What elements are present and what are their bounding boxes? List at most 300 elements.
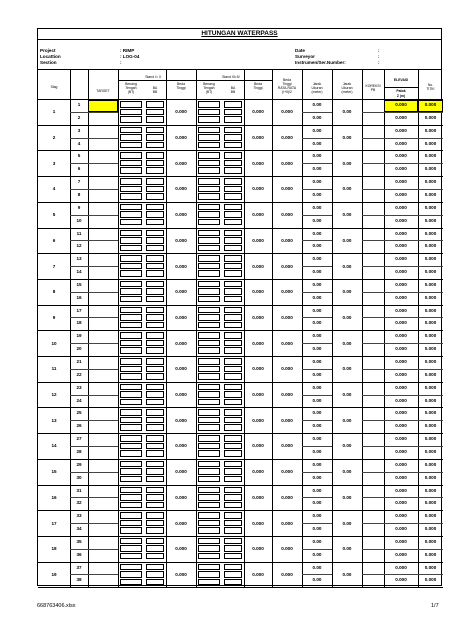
reading-input[interactable] <box>146 409 164 416</box>
reading-input[interactable] <box>198 553 220 560</box>
reading-input[interactable] <box>198 476 220 483</box>
reading-input[interactable] <box>146 366 164 373</box>
jarak-value: 0.00 <box>312 436 322 442</box>
reading-input[interactable] <box>224 520 242 527</box>
reading-input[interactable] <box>198 373 220 380</box>
reading-input[interactable] <box>198 487 220 494</box>
reading-input[interactable] <box>198 384 220 391</box>
target-input-highlighted[interactable] <box>88 100 118 112</box>
slag-number: 18 <box>51 546 57 552</box>
elevasi-divider <box>384 87 418 88</box>
reading-input[interactable] <box>146 263 164 270</box>
reading-input[interactable] <box>224 101 242 108</box>
reading-input[interactable] <box>224 545 242 552</box>
reading-input[interactable] <box>224 134 242 141</box>
reading-input[interactable] <box>224 502 242 509</box>
subrow-divider <box>362 163 443 164</box>
reading-input[interactable] <box>146 193 164 200</box>
reading-input[interactable] <box>146 450 164 457</box>
reading-input[interactable] <box>224 512 242 519</box>
reading-input[interactable] <box>146 160 164 167</box>
reading-input[interactable] <box>224 109 242 116</box>
reading-input[interactable] <box>146 494 164 501</box>
reading-input[interactable] <box>224 340 242 347</box>
reading-input[interactable] <box>120 450 142 457</box>
reading-input[interactable] <box>120 193 142 200</box>
reading-input[interactable] <box>224 494 242 501</box>
reading-input[interactable] <box>146 167 164 174</box>
subrow-divider <box>70 574 118 575</box>
reading-input[interactable] <box>224 358 242 365</box>
reading-input[interactable] <box>198 245 220 252</box>
reading-input[interactable] <box>146 476 164 483</box>
reading-input[interactable] <box>224 204 242 211</box>
reading-input[interactable] <box>224 461 242 468</box>
reading-input[interactable] <box>120 178 142 185</box>
reading-input[interactable] <box>198 527 220 534</box>
reading-input[interactable] <box>120 468 142 475</box>
reading-input[interactable] <box>198 186 220 193</box>
reading-input[interactable] <box>198 545 220 552</box>
no-titik-value: 0.000 <box>424 538 437 544</box>
reading-input[interactable] <box>120 512 142 519</box>
no-titik-value: 0.000 <box>424 436 437 442</box>
reading-input[interactable] <box>120 134 142 141</box>
reading-input[interactable] <box>198 322 220 329</box>
reading-input[interactable] <box>198 142 220 149</box>
no-titik-value: 0.000 <box>424 243 437 249</box>
reading-input[interactable] <box>146 468 164 475</box>
reading-input[interactable] <box>120 332 142 339</box>
reading-input[interactable] <box>120 553 142 560</box>
reading-input[interactable] <box>120 322 142 329</box>
reading-input[interactable] <box>198 468 220 475</box>
reading-input[interactable] <box>146 424 164 431</box>
reading-input[interactable] <box>146 545 164 552</box>
reading-input[interactable] <box>146 178 164 185</box>
reading-input[interactable] <box>120 358 142 365</box>
reading-input[interactable] <box>146 461 164 468</box>
reading-input[interactable] <box>198 193 220 200</box>
reading-input[interactable] <box>198 307 220 314</box>
reading-input[interactable] <box>120 219 142 226</box>
reading-input[interactable] <box>120 476 142 483</box>
beda-tinggi-2: 0.000 <box>252 289 264 295</box>
reading-input[interactable] <box>120 245 142 252</box>
subrow-divider <box>362 574 443 575</box>
reading-input[interactable] <box>120 160 142 167</box>
reading-input[interactable] <box>224 399 242 406</box>
reading-input[interactable] <box>120 417 142 424</box>
reading-input[interactable] <box>224 538 242 545</box>
reading-input[interactable] <box>224 424 242 431</box>
reading-input[interactable] <box>198 288 220 295</box>
jarak-value: 0.00 <box>312 243 322 249</box>
reading-input[interactable] <box>120 237 142 244</box>
surveyor-label: Surveyor <box>295 54 315 59</box>
beda-tinggi-2: 0.000 <box>252 109 264 115</box>
reading-input[interactable] <box>198 116 220 123</box>
reading-input[interactable] <box>120 564 142 571</box>
beda-tinggi-1: 0.000 <box>175 494 187 500</box>
point-number: 20 <box>76 346 82 352</box>
no-titik-value: 0.000 <box>424 384 437 390</box>
reading-input[interactable] <box>198 109 220 116</box>
reading-input[interactable] <box>120 347 142 354</box>
reading-input[interactable] <box>224 332 242 339</box>
subrow-divider <box>362 343 443 344</box>
reading-input[interactable] <box>224 391 242 398</box>
reading-input[interactable] <box>224 564 242 571</box>
reading-input[interactable] <box>120 116 142 123</box>
subrow-divider <box>70 215 118 216</box>
reading-input[interactable] <box>224 579 242 586</box>
reading-input[interactable] <box>198 443 220 450</box>
elevasi-value: 0.000 <box>395 320 407 326</box>
reading-input[interactable] <box>120 527 142 534</box>
reading-input[interactable] <box>120 545 142 552</box>
reading-input[interactable] <box>224 178 242 185</box>
reading-input[interactable] <box>224 487 242 494</box>
jarak-total: 0.00 <box>342 417 352 423</box>
reading-input[interactable] <box>120 538 142 545</box>
reading-input[interactable] <box>120 307 142 314</box>
beda-tinggi-1: 0.000 <box>175 443 187 449</box>
reading-input[interactable] <box>198 417 220 424</box>
reading-input[interactable] <box>120 255 142 262</box>
reading-input[interactable] <box>198 219 220 226</box>
reading-input[interactable] <box>120 314 142 321</box>
reading-input[interactable] <box>224 255 242 262</box>
subrow-divider <box>70 343 118 344</box>
reading-input[interactable] <box>146 417 164 424</box>
point-number: 22 <box>76 371 82 377</box>
reading-input[interactable] <box>120 487 142 494</box>
reading-input[interactable] <box>146 487 164 494</box>
reading-input[interactable] <box>146 255 164 262</box>
reading-input[interactable] <box>146 384 164 391</box>
reading-input[interactable] <box>146 288 164 295</box>
reading-input[interactable] <box>120 211 142 218</box>
reading-input[interactable] <box>146 127 164 134</box>
reading-input[interactable] <box>146 512 164 519</box>
reading-input[interactable] <box>146 571 164 578</box>
reading-input[interactable] <box>224 384 242 391</box>
elevasi-value: 0.000 <box>395 448 407 454</box>
reading-input[interactable] <box>120 186 142 193</box>
reading-input[interactable] <box>224 296 242 303</box>
reading-input[interactable] <box>120 270 142 277</box>
reading-input[interactable] <box>146 564 164 571</box>
reading-input[interactable] <box>120 340 142 347</box>
reading-input[interactable] <box>120 142 142 149</box>
reading-input[interactable] <box>224 211 242 218</box>
reading-input[interactable] <box>224 553 242 560</box>
reading-input[interactable] <box>146 281 164 288</box>
reading-input[interactable] <box>120 384 142 391</box>
reading-input[interactable] <box>146 553 164 560</box>
reading-input[interactable] <box>120 579 142 586</box>
reading-input[interactable] <box>198 255 220 262</box>
reading-input[interactable] <box>198 314 220 321</box>
elevasi-value: 0.000 <box>395 564 407 570</box>
reading-input[interactable] <box>198 391 220 398</box>
reading-input[interactable] <box>120 288 142 295</box>
reading-input[interactable] <box>146 211 164 218</box>
point-number: 2 <box>77 114 81 120</box>
reading-input[interactable] <box>198 564 220 571</box>
reading-input[interactable] <box>146 101 164 108</box>
reading-input[interactable] <box>224 417 242 424</box>
reading-input[interactable] <box>120 424 142 431</box>
reading-input[interactable] <box>224 270 242 277</box>
reading-input[interactable] <box>198 281 220 288</box>
reading-input[interactable] <box>198 160 220 167</box>
reading-input[interactable] <box>198 134 220 141</box>
reading-input[interactable] <box>224 193 242 200</box>
reading-input[interactable] <box>146 204 164 211</box>
reading-input[interactable] <box>146 152 164 159</box>
beda-tinggi-rata: 0.000 <box>281 263 293 269</box>
reading-input[interactable] <box>120 494 142 501</box>
reading-input[interactable] <box>224 237 242 244</box>
reading-input[interactable] <box>224 167 242 174</box>
reading-input[interactable] <box>198 450 220 457</box>
reading-input[interactable] <box>146 245 164 252</box>
reading-input[interactable] <box>120 152 142 159</box>
reading-input[interactable] <box>146 347 164 354</box>
reading-input[interactable] <box>198 502 220 509</box>
reading-input[interactable] <box>146 391 164 398</box>
instrument-label: Instrumen/Ser.Number: <box>295 60 346 65</box>
subrow-divider <box>362 138 443 139</box>
reading-input[interactable] <box>146 435 164 442</box>
reading-input[interactable] <box>224 435 242 442</box>
reading-input[interactable] <box>224 263 242 270</box>
point-number: 34 <box>76 526 82 532</box>
reading-input[interactable] <box>224 571 242 578</box>
reading-input[interactable] <box>146 237 164 244</box>
reading-input[interactable] <box>120 571 142 578</box>
no-titik-value: 0.000 <box>424 294 437 300</box>
reading-input[interactable] <box>146 116 164 123</box>
reading-input[interactable] <box>120 461 142 468</box>
beda-tinggi-1: 0.000 <box>175 520 187 526</box>
reading-input[interactable] <box>198 230 220 237</box>
reading-input[interactable] <box>146 332 164 339</box>
reading-input[interactable] <box>224 476 242 483</box>
reading-input[interactable] <box>120 409 142 416</box>
reading-input[interactable] <box>198 101 220 108</box>
jarak-value: 0.00 <box>312 397 322 403</box>
jarak-value: 0.00 <box>312 127 322 133</box>
reading-input[interactable] <box>224 307 242 314</box>
beda-tinggi-1: 0.000 <box>175 237 187 243</box>
slag-number: 15 <box>51 469 57 475</box>
no-titik-value: 0.000 <box>424 307 437 313</box>
stand-divider <box>118 80 272 81</box>
reading-input[interactable] <box>146 399 164 406</box>
reading-input[interactable] <box>198 347 220 354</box>
reading-input[interactable] <box>224 314 242 321</box>
no-titik-value: 0.000 <box>424 526 437 532</box>
point-number: 29 <box>76 461 82 467</box>
subrow-divider <box>302 163 332 164</box>
reading-input[interactable] <box>224 152 242 159</box>
reading-input[interactable] <box>120 167 142 174</box>
reading-input[interactable] <box>120 435 142 442</box>
reading-input[interactable] <box>146 538 164 545</box>
reading-input[interactable] <box>224 288 242 295</box>
reading-input[interactable] <box>224 347 242 354</box>
reading-input[interactable] <box>198 579 220 586</box>
subrow-divider <box>70 549 118 550</box>
reading-input[interactable] <box>198 461 220 468</box>
row-divider <box>38 279 443 280</box>
reading-input[interactable] <box>146 314 164 321</box>
reading-input[interactable] <box>198 512 220 519</box>
reading-input[interactable] <box>224 373 242 380</box>
reading-input[interactable] <box>224 468 242 475</box>
reading-input[interactable] <box>224 409 242 416</box>
date-label: Date <box>295 48 305 53</box>
reading-input[interactable] <box>224 527 242 534</box>
reading-input[interactable] <box>224 142 242 149</box>
reading-input[interactable] <box>146 186 164 193</box>
reading-input[interactable] <box>224 366 242 373</box>
reading-input[interactable] <box>224 322 242 329</box>
reading-input[interactable] <box>224 230 242 237</box>
sheet-title: HITUNGAN WATERPASS <box>201 30 278 37</box>
reading-input[interactable] <box>198 358 220 365</box>
jarak-value: 0.00 <box>312 448 322 454</box>
reading-input[interactable] <box>198 263 220 270</box>
jarak-value: 0.00 <box>312 256 322 262</box>
reading-input[interactable] <box>224 116 242 123</box>
reading-input[interactable] <box>198 127 220 134</box>
reading-input[interactable] <box>146 502 164 509</box>
no-titik-value: 0.000 <box>424 140 437 146</box>
reading-input[interactable] <box>146 443 164 450</box>
reading-input[interactable] <box>146 230 164 237</box>
jarak-value: 0.00 <box>312 230 322 236</box>
reading-input[interactable] <box>146 373 164 380</box>
no-titik-value: 0.000 <box>424 577 437 583</box>
row-divider <box>38 125 443 126</box>
reading-input[interactable] <box>198 204 220 211</box>
jarak-value: 0.00 <box>312 281 322 287</box>
reading-input[interactable] <box>146 358 164 365</box>
reading-input[interactable] <box>224 245 242 252</box>
reading-input[interactable] <box>224 186 242 193</box>
reading-input[interactable] <box>198 424 220 431</box>
reading-input[interactable] <box>198 435 220 442</box>
reading-input[interactable] <box>120 373 142 380</box>
jarak-value: 0.00 <box>312 102 322 107</box>
reading-input[interactable] <box>224 160 242 167</box>
reading-input[interactable] <box>198 178 220 185</box>
reading-input[interactable] <box>120 101 142 108</box>
reading-input[interactable] <box>224 450 242 457</box>
beda-tinggi-1: 0.000 <box>175 469 187 475</box>
reading-input[interactable] <box>120 443 142 450</box>
reading-input[interactable] <box>224 219 242 226</box>
row-divider <box>38 510 443 511</box>
reading-input[interactable] <box>198 494 220 501</box>
reading-input[interactable] <box>198 520 220 527</box>
reading-input[interactable] <box>146 520 164 527</box>
no-titik-value: 0.000 <box>424 410 437 416</box>
reading-input[interactable] <box>120 109 142 116</box>
reading-input[interactable] <box>146 296 164 303</box>
reading-input[interactable] <box>146 270 164 277</box>
reading-input[interactable] <box>120 399 142 406</box>
reading-input[interactable] <box>146 134 164 141</box>
beda-tinggi-1: 0.000 <box>175 135 187 141</box>
reading-input[interactable] <box>146 322 164 329</box>
elevasi-value: 0.000 <box>395 346 407 352</box>
reading-input[interactable] <box>120 366 142 373</box>
beda-tinggi-rata: 0.000 <box>281 314 293 320</box>
reading-input[interactable] <box>198 270 220 277</box>
reading-input[interactable] <box>146 340 164 347</box>
reading-input[interactable] <box>198 538 220 545</box>
reading-input[interactable] <box>224 127 242 134</box>
reading-input[interactable] <box>198 366 220 373</box>
reading-input[interactable] <box>224 281 242 288</box>
jarak-value: 0.00 <box>312 346 322 352</box>
reading-input[interactable] <box>120 391 142 398</box>
reading-input[interactable] <box>120 296 142 303</box>
reading-input[interactable] <box>198 211 220 218</box>
reading-input[interactable] <box>198 332 220 339</box>
reading-input[interactable] <box>120 127 142 134</box>
reading-input[interactable] <box>198 167 220 174</box>
reading-input[interactable] <box>198 296 220 303</box>
subrow-divider <box>302 343 332 344</box>
reading-input[interactable] <box>198 399 220 406</box>
reading-input[interactable] <box>120 502 142 509</box>
beda-tinggi-1: 0.000 <box>175 212 187 218</box>
reading-input[interactable] <box>146 527 164 534</box>
reading-input[interactable] <box>120 520 142 527</box>
elevasi-value: 0.000 <box>395 127 407 133</box>
subrow-divider <box>70 240 118 241</box>
reading-input[interactable] <box>224 443 242 450</box>
reading-input[interactable] <box>146 307 164 314</box>
reading-input[interactable] <box>198 237 220 244</box>
reading-input[interactable] <box>146 579 164 586</box>
reading-input[interactable] <box>120 204 142 211</box>
reading-input[interactable] <box>120 281 142 288</box>
reading-input[interactable] <box>146 109 164 116</box>
reading-input[interactable] <box>198 409 220 416</box>
elevasi-value: 0.000 <box>395 538 407 544</box>
reading-input[interactable] <box>198 571 220 578</box>
jarak-value: 0.00 <box>312 500 322 506</box>
elevasi-value: 0.000 <box>395 333 407 339</box>
subrow-divider <box>302 523 332 524</box>
point-number: 6 <box>77 166 81 172</box>
subrow-divider <box>302 395 332 396</box>
reading-input[interactable] <box>120 263 142 270</box>
location-value: : LOG-04 <box>120 54 140 59</box>
reading-input[interactable] <box>146 142 164 149</box>
reading-input[interactable] <box>146 219 164 226</box>
reading-input[interactable] <box>198 340 220 347</box>
reading-input[interactable] <box>198 152 220 159</box>
reading-input[interactable] <box>120 230 142 237</box>
